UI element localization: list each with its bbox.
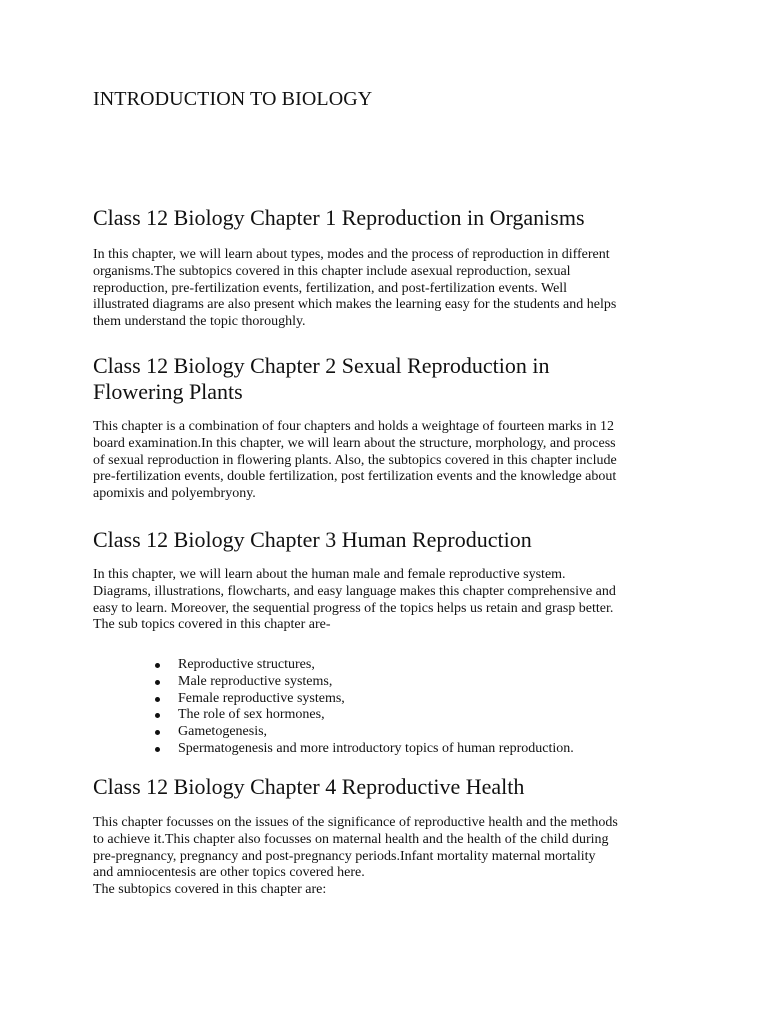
paragraph-line: This chapter is a combination of four chapters and holds a weightage of fourteen marks in 12 — [93, 419, 614, 434]
bullet-icon — [155, 680, 160, 685]
paragraph-line: apomixis and polyembryony. — [93, 486, 256, 502]
heading-line: Class 12 Biology Chapter 4 Reproductive Health — [93, 774, 525, 799]
list-item — [93, 724, 574, 741]
section-paragraph-chapter-3 — [93, 567, 678, 634]
bullet-icon — [155, 663, 160, 668]
paragraph-line: board examination.In this chapter, we will learn about the structure, morphology, and process — [93, 435, 616, 451]
paragraph-line: easy to learn. Moreover, the sequential progress of the topics helps us retain and grasp better. — [93, 600, 614, 616]
section-heading-chapter-2 — [93, 353, 653, 405]
paragraph-line: pre-pregnancy, pregnancy and post-pregnancy periods.Infant mortality maternal mortality — [93, 848, 596, 864]
list-item — [93, 741, 574, 758]
paragraph-line: pre-fertilization events, double fertilization, post fertilization events and the knowledge about — [93, 469, 617, 485]
list-item-text: Male reproductive systems, — [178, 673, 333, 689]
paragraph-line: illustrated diagrams are also present which makes the learning easy for the students and helps — [93, 297, 617, 313]
paragraph-line: This chapter focusses on the issues of the significance of reproductive health and the methods — [93, 815, 618, 830]
paragraph-line: and amniocentesis are other topics covered here. — [93, 865, 365, 881]
section-paragraph-chapter-4 — [93, 815, 678, 899]
paragraph-line: of sexual reproduction in flowering plants. Also, the subtopics covered in this chapter include — [93, 452, 617, 468]
bullet-icon — [155, 730, 160, 735]
paragraph-line: them understand the topic thoroughly. — [93, 314, 306, 330]
heading-line: Class 12 Biology Chapter 3 Human Reproduction — [93, 527, 532, 552]
list-item-text: The role of sex hormones, — [178, 707, 325, 723]
section-paragraph-chapter-2 — [93, 419, 678, 503]
paragraph-line: In this chapter, we will learn about types, modes and the process of reproduction in different — [93, 247, 610, 262]
subtopics-list — [93, 657, 574, 758]
heading-line: Class 12 Biology Chapter 2 Sexual Reproduction in — [93, 353, 550, 378]
list-item-text: Spermatogenesis and more introductory topics of human reproduction. — [178, 740, 574, 756]
section-heading-chapter-1 — [93, 205, 653, 231]
bullet-icon — [155, 713, 160, 718]
heading-line: Flowering Plants — [93, 379, 243, 404]
paragraph-line: reproduction, pre-fertilization events, fertilization, and post-fertilization events. Well — [93, 280, 568, 296]
section-paragraph-chapter-1 — [93, 247, 678, 331]
list-item — [93, 657, 574, 674]
paragraph-line: In this chapter, we will learn about the human male and female reproductive system. — [93, 567, 566, 582]
list-item-text: Gametogenesis, — [178, 724, 268, 740]
list-item — [93, 674, 574, 691]
paragraph-line: The subtopics covered in this chapter are: — [93, 882, 327, 898]
list-item-text: Female reproductive systems, — [178, 690, 345, 706]
section-heading-chapter-3 — [93, 527, 653, 553]
paragraph-line: to achieve it.This chapter also focusses on maternal health and the health of the child during — [93, 831, 609, 847]
section-heading-chapter-4 — [93, 774, 653, 800]
list-item — [93, 691, 574, 708]
paragraph-line: The sub topics covered in this chapter are- — [93, 617, 331, 633]
paragraph-line: Diagrams, illustrations, flowcharts, and easy language makes this chapter comprehensive and — [93, 583, 616, 599]
list-item — [93, 707, 574, 724]
bullet-icon — [155, 697, 160, 702]
list-item-text: Reproductive structures, — [178, 657, 315, 672]
bullet-icon — [155, 747, 160, 752]
document-title: INTRODUCTION TO BIOLOGY — [93, 88, 373, 110]
heading-line: Class 12 Biology Chapter 1 Reproduction in Organisms — [93, 205, 585, 230]
paragraph-line: organisms.The subtopics covered in this chapter include asexual reproduction, sexual — [93, 263, 571, 279]
